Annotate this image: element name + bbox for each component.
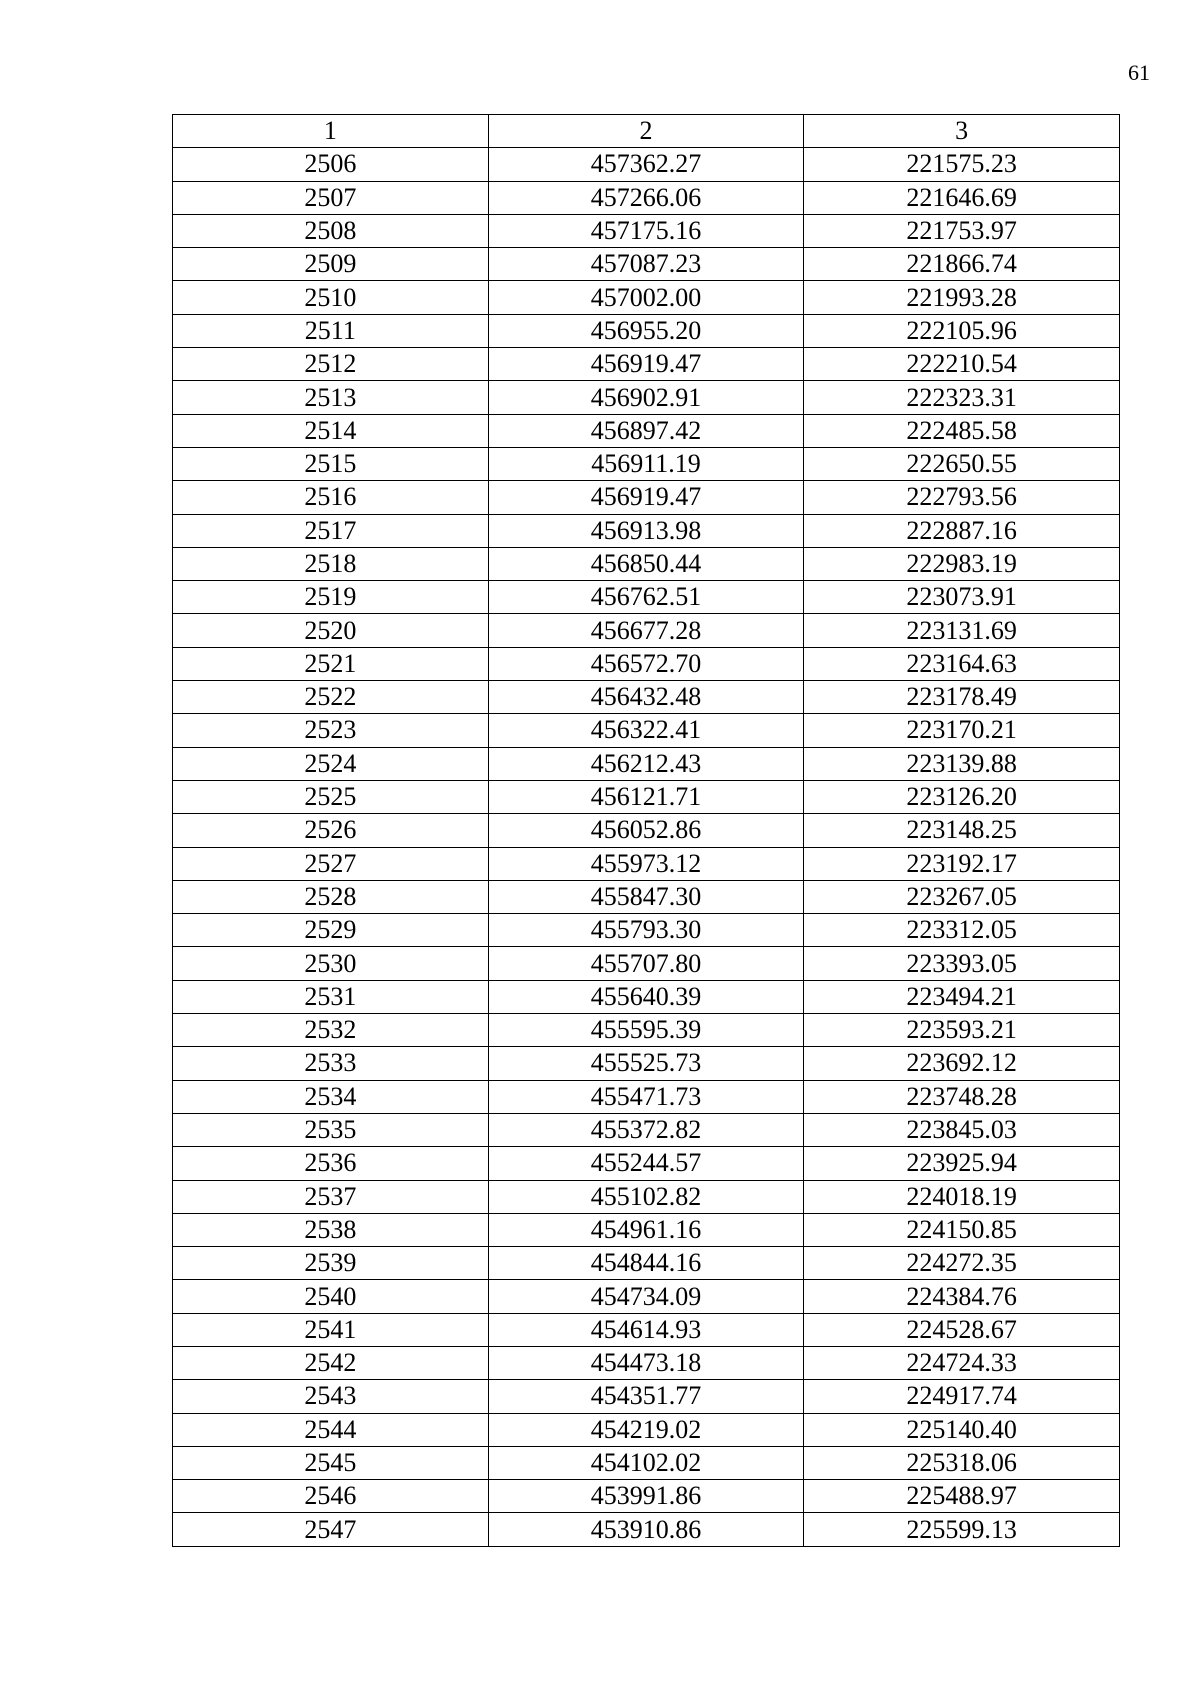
table-cell-col-2: 456913.98 bbox=[488, 514, 804, 547]
table-row bbox=[173, 1513, 1120, 1546]
table-cell-col-2: 453910.86 bbox=[488, 1513, 804, 1546]
table-cell-col-1: 2526 bbox=[173, 814, 489, 847]
table-cell-col-1: 2540 bbox=[173, 1280, 489, 1313]
table-cell-col-3: 223494.21 bbox=[804, 980, 1120, 1013]
table-row bbox=[173, 947, 1120, 980]
table-row bbox=[173, 281, 1120, 314]
table-row bbox=[173, 348, 1120, 381]
table-cell-col-3: 224384.76 bbox=[804, 1280, 1120, 1313]
table-cell-col-1: 2537 bbox=[173, 1180, 489, 1213]
table-cell-col-3: 223170.21 bbox=[804, 714, 1120, 747]
table-row bbox=[173, 414, 1120, 447]
table-cell-col-3: 223845.03 bbox=[804, 1113, 1120, 1146]
table-row bbox=[173, 1313, 1120, 1346]
table-row bbox=[173, 980, 1120, 1013]
table-cell-col-2: 455372.82 bbox=[488, 1113, 804, 1146]
table-cell-col-2: 455102.82 bbox=[488, 1180, 804, 1213]
table-row bbox=[173, 1413, 1120, 1446]
table-cell-col-1: 2507 bbox=[173, 181, 489, 214]
table-cell-col-2: 454351.77 bbox=[488, 1380, 804, 1413]
table-row bbox=[173, 914, 1120, 947]
table-cell-col-3: 223748.28 bbox=[804, 1080, 1120, 1113]
table-cell-col-2: 456572.70 bbox=[488, 647, 804, 680]
table-cell-col-1: 2512 bbox=[173, 348, 489, 381]
table-row bbox=[173, 647, 1120, 680]
table-cell-col-2: 455595.39 bbox=[488, 1014, 804, 1047]
table-cell-col-1: 2520 bbox=[173, 614, 489, 647]
table-cell-col-1: 2521 bbox=[173, 647, 489, 680]
table-row bbox=[173, 714, 1120, 747]
table-row bbox=[173, 148, 1120, 181]
table-row bbox=[173, 381, 1120, 414]
table-cell-col-2: 457175.16 bbox=[488, 214, 804, 247]
table-cell-col-1: 2529 bbox=[173, 914, 489, 947]
table-cell-col-2: 453991.86 bbox=[488, 1480, 804, 1513]
table-cell-col-1: 2523 bbox=[173, 714, 489, 747]
table-cell-col-1: 2513 bbox=[173, 381, 489, 414]
table-cell-col-1: 2519 bbox=[173, 581, 489, 614]
table-cell-col-3: 223925.94 bbox=[804, 1147, 1120, 1180]
table-cell-col-3: 221866.74 bbox=[804, 248, 1120, 281]
table-cell-col-1: 2515 bbox=[173, 447, 489, 480]
table-row bbox=[173, 614, 1120, 647]
table-cell-col-1: 2538 bbox=[173, 1213, 489, 1246]
table-row bbox=[173, 814, 1120, 847]
table-row bbox=[173, 1014, 1120, 1047]
table-cell-col-1: 2546 bbox=[173, 1480, 489, 1513]
table-cell-col-2: 454614.93 bbox=[488, 1313, 804, 1346]
table-cell-col-3: 222323.31 bbox=[804, 381, 1120, 414]
table-cell-col-3: 223178.49 bbox=[804, 681, 1120, 714]
page-number: 61 bbox=[1128, 60, 1150, 85]
table-cell-col-2: 457087.23 bbox=[488, 248, 804, 281]
table-row bbox=[173, 214, 1120, 247]
table-cell-col-3: 222105.96 bbox=[804, 314, 1120, 347]
table-cell-col-1: 2506 bbox=[173, 148, 489, 181]
table-cell-col-3: 224528.67 bbox=[804, 1313, 1120, 1346]
table-row bbox=[173, 747, 1120, 780]
table-cell-col-3: 223312.05 bbox=[804, 914, 1120, 947]
table-cell-col-1: 2525 bbox=[173, 780, 489, 813]
table-cell-col-1: 2528 bbox=[173, 880, 489, 913]
table-cell-col-2: 455525.73 bbox=[488, 1047, 804, 1080]
table-cell-col-2: 456902.91 bbox=[488, 381, 804, 414]
table-cell-col-2: 457266.06 bbox=[488, 181, 804, 214]
table-cell-col-2: 454844.16 bbox=[488, 1247, 804, 1280]
table-cell-col-3: 221993.28 bbox=[804, 281, 1120, 314]
table-cell-col-3: 223139.88 bbox=[804, 747, 1120, 780]
table-row bbox=[173, 1380, 1120, 1413]
table-body bbox=[173, 148, 1120, 1546]
table-cell-col-1: 2516 bbox=[173, 481, 489, 514]
table-cell-col-1: 2544 bbox=[173, 1413, 489, 1446]
table-cell-col-3: 224018.19 bbox=[804, 1180, 1120, 1213]
table-cell-col-2: 456919.47 bbox=[488, 481, 804, 514]
table-cell-col-2: 456052.86 bbox=[488, 814, 804, 847]
table-cell-col-3: 223267.05 bbox=[804, 880, 1120, 913]
table-row bbox=[173, 181, 1120, 214]
table-cell-col-3: 222485.58 bbox=[804, 414, 1120, 447]
table-cell-col-2: 457362.27 bbox=[488, 148, 804, 181]
table-cell-col-3: 222650.55 bbox=[804, 447, 1120, 480]
table-cell-col-1: 2522 bbox=[173, 681, 489, 714]
table-cell-col-2: 456212.43 bbox=[488, 747, 804, 780]
table-cell-col-3: 223393.05 bbox=[804, 947, 1120, 980]
table-cell-col-3: 222983.19 bbox=[804, 547, 1120, 580]
table-cell-col-2: 456322.41 bbox=[488, 714, 804, 747]
table-row bbox=[173, 1446, 1120, 1479]
table-cell-col-1: 2517 bbox=[173, 514, 489, 547]
table-row bbox=[173, 1247, 1120, 1280]
table-cell-col-3: 225318.06 bbox=[804, 1446, 1120, 1479]
table-cell-col-2: 455793.30 bbox=[488, 914, 804, 947]
table-row bbox=[173, 1147, 1120, 1180]
table-cell-col-1: 2509 bbox=[173, 248, 489, 281]
table-cell-col-3: 222793.56 bbox=[804, 481, 1120, 514]
table-cell-col-1: 2534 bbox=[173, 1080, 489, 1113]
table-row bbox=[173, 514, 1120, 547]
table-cell-col-1: 2508 bbox=[173, 214, 489, 247]
table-cell-col-3: 223148.25 bbox=[804, 814, 1120, 847]
table-cell-col-3: 225140.40 bbox=[804, 1413, 1120, 1446]
table-cell-col-3: 224150.85 bbox=[804, 1213, 1120, 1246]
table-cell-col-3: 221753.97 bbox=[804, 214, 1120, 247]
table-cell-col-1: 2542 bbox=[173, 1346, 489, 1379]
table-header-row bbox=[173, 115, 1120, 148]
table-cell-col-2: 456850.44 bbox=[488, 547, 804, 580]
table-cell-col-1: 2532 bbox=[173, 1014, 489, 1047]
table-row bbox=[173, 581, 1120, 614]
table-cell-col-3: 223164.63 bbox=[804, 647, 1120, 680]
table-cell-col-2: 455707.80 bbox=[488, 947, 804, 980]
table-row bbox=[173, 1047, 1120, 1080]
table-row bbox=[173, 314, 1120, 347]
table-row bbox=[173, 1113, 1120, 1146]
coordinates-table bbox=[172, 114, 1120, 1547]
table-row bbox=[173, 248, 1120, 281]
table-cell-col-1: 2527 bbox=[173, 847, 489, 880]
table-cell-col-1: 2535 bbox=[173, 1113, 489, 1146]
table-cell-col-2: 454961.16 bbox=[488, 1213, 804, 1246]
table-cell-col-2: 456762.51 bbox=[488, 581, 804, 614]
table-cell-col-2: 455973.12 bbox=[488, 847, 804, 880]
table-cell-col-3: 223593.21 bbox=[804, 1014, 1120, 1047]
table-cell-col-3: 223073.91 bbox=[804, 581, 1120, 614]
table-row bbox=[173, 547, 1120, 580]
table-cell-col-3: 225599.13 bbox=[804, 1513, 1120, 1546]
table-cell-col-1: 2524 bbox=[173, 747, 489, 780]
table-cell-col-2: 454219.02 bbox=[488, 1413, 804, 1446]
table-cell-col-1: 2533 bbox=[173, 1047, 489, 1080]
table-cell-col-3: 223192.17 bbox=[804, 847, 1120, 880]
table-cell-col-1: 2518 bbox=[173, 547, 489, 580]
table-cell-col-2: 456911.19 bbox=[488, 447, 804, 480]
table-cell-col-2: 456955.20 bbox=[488, 314, 804, 347]
table-cell-col-2: 456432.48 bbox=[488, 681, 804, 714]
table-cell-col-3: 222210.54 bbox=[804, 348, 1120, 381]
table-cell-col-1: 2530 bbox=[173, 947, 489, 980]
table-row bbox=[173, 1280, 1120, 1313]
table-row bbox=[173, 880, 1120, 913]
table-row bbox=[173, 447, 1120, 480]
table-cell-col-1: 2545 bbox=[173, 1446, 489, 1479]
table-cell-col-2: 456121.71 bbox=[488, 780, 804, 813]
table-row bbox=[173, 780, 1120, 813]
table-cell-col-2: 457002.00 bbox=[488, 281, 804, 314]
table-cell-col-1: 2547 bbox=[173, 1513, 489, 1546]
table-cell-col-2: 454734.09 bbox=[488, 1280, 804, 1313]
table-row bbox=[173, 681, 1120, 714]
table-cell-col-2: 455847.30 bbox=[488, 880, 804, 913]
table-row bbox=[173, 481, 1120, 514]
table-cell-col-2: 454473.18 bbox=[488, 1346, 804, 1379]
table-cell-col-1: 2541 bbox=[173, 1313, 489, 1346]
table-row bbox=[173, 1180, 1120, 1213]
table-cell-col-2: 456677.28 bbox=[488, 614, 804, 647]
table-cell-col-3: 222887.16 bbox=[804, 514, 1120, 547]
table-cell-col-2: 456919.47 bbox=[488, 348, 804, 381]
column-header-2: 2 bbox=[488, 115, 804, 148]
table-cell-col-3: 221646.69 bbox=[804, 181, 1120, 214]
table-row bbox=[173, 1080, 1120, 1113]
table-cell-col-2: 454102.02 bbox=[488, 1446, 804, 1479]
table-cell-col-2: 455471.73 bbox=[488, 1080, 804, 1113]
table-cell-col-1: 2510 bbox=[173, 281, 489, 314]
table-cell-col-3: 221575.23 bbox=[804, 148, 1120, 181]
table-cell-col-2: 455640.39 bbox=[488, 980, 804, 1013]
table-cell-col-2: 456897.42 bbox=[488, 414, 804, 447]
table-cell-col-1: 2514 bbox=[173, 414, 489, 447]
table-row bbox=[173, 1346, 1120, 1379]
column-header-1: 1 bbox=[173, 115, 489, 148]
table-cell-col-1: 2531 bbox=[173, 980, 489, 1013]
table-row bbox=[173, 847, 1120, 880]
table-cell-col-1: 2511 bbox=[173, 314, 489, 347]
table-cell-col-3: 224272.35 bbox=[804, 1247, 1120, 1280]
table-cell-col-3: 224917.74 bbox=[804, 1380, 1120, 1413]
table-row bbox=[173, 1213, 1120, 1246]
table-cell-col-3: 223126.20 bbox=[804, 780, 1120, 813]
table-cell-col-1: 2536 bbox=[173, 1147, 489, 1180]
table-cell-col-1: 2539 bbox=[173, 1247, 489, 1280]
table-cell-col-1: 2543 bbox=[173, 1380, 489, 1413]
table-cell-col-3: 224724.33 bbox=[804, 1346, 1120, 1379]
table-cell-col-3: 223692.12 bbox=[804, 1047, 1120, 1080]
table-cell-col-3: 225488.97 bbox=[804, 1480, 1120, 1513]
table-row bbox=[173, 1480, 1120, 1513]
column-header-3: 3 bbox=[804, 115, 1120, 148]
table-cell-col-2: 455244.57 bbox=[488, 1147, 804, 1180]
table-cell-col-3: 223131.69 bbox=[804, 614, 1120, 647]
